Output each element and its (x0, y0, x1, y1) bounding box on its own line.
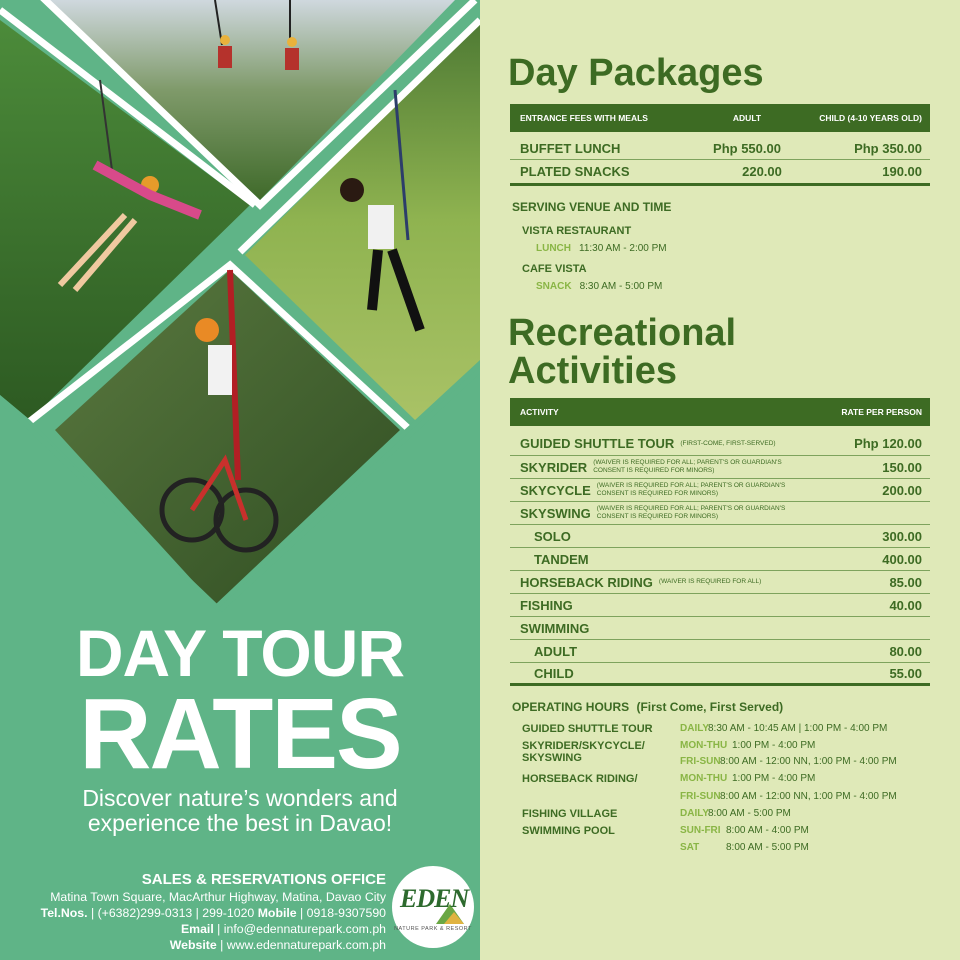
hours-value: MON-THU 1:00 PM - 4:00 PM (680, 740, 816, 751)
logo-word: EDEN (400, 884, 469, 913)
activity-name: CHILD (534, 665, 574, 681)
table-row (510, 479, 930, 502)
activity-name: TANDEM (534, 551, 589, 567)
activity-name: GUIDED SHUTTLE TOUR (FIRST-COME, FIRST-SERVED) (520, 436, 776, 451)
tagline-line-1: Discover nature’s wonders and (82, 785, 398, 811)
activity-note: (WAIVER IS REQUIRED FOR ALL; PARENT'S OR GUARDIAN'S CONSENT IS REQUIRED FOR MINORS) (593, 459, 782, 474)
hours-label: FISHING VILLAGE (522, 808, 618, 820)
activity-name: SKYSWING (WAIVER IS REQUIRED FOR ALL; PARENT'S OR GUARDIAN'S CONSENT IS REQUIRED FOR MINORS) (520, 505, 922, 521)
day-packages-title: Day Packages (508, 52, 764, 94)
hours-label: HORSEBACK RIDING/ (522, 773, 638, 785)
activity-name: SKYRIDER (WAIVER IS REQUIRED FOR ALL; PARENT'S OR GUARDIAN'S CONSENT IS REQUIRED FOR MINORS) (520, 459, 882, 475)
activity-rate: 85.00 (889, 574, 922, 590)
contact-address: Matina Town Square, MacArthur Highway, Matina, Davao City (50, 890, 386, 904)
day-packages-table (510, 104, 930, 186)
activity-name: HORSEBACK RIDING (WAIVER IS REQUIRED FOR ALL) (520, 574, 762, 590)
email-link[interactable]: info@edennaturepark.com.ph (223, 922, 386, 936)
table-row (510, 502, 930, 525)
hours-label: SKYRIDER/SKYCYCLE/ (522, 740, 645, 752)
activities-rows (510, 426, 930, 686)
day-packages-header: ENTRANCE FEES WITH MEALS ADULT CHILD (4-10 YEARS OLD) (510, 104, 930, 132)
hours-value: MON-THU 1:00 PM - 4:00 PM (680, 773, 816, 784)
venue-time: SNACK 8:30 AM - 5:00 PM (536, 281, 663, 292)
serving-venue-title: SERVING VENUE AND TIME (512, 200, 672, 214)
hours-value: DAILY8:30 AM - 10:45 AM | 1:00 PM - 4:00 PM (680, 723, 888, 734)
activity-note: (WAIVER IS REQUIRED FOR ALL) (658, 578, 762, 585)
hours-value: SAT 8:00 AM - 5:00 PM (680, 842, 809, 853)
activity-rate: 150.00 (882, 459, 922, 475)
activity-rate: 80.00 (889, 643, 922, 659)
table-row (510, 594, 930, 617)
table-row (510, 426, 930, 456)
venue-time: LUNCH 11:30 AM - 2:00 PM (536, 243, 667, 254)
hours-value: FRI-SUN8:00 AM - 12:00 NN, 1:00 PM - 4:00 PM (680, 756, 897, 767)
activity-note: (WAIVER IS REQUIRED FOR ALL; PARENT'S OR GUARDIAN'S CONSENT IS REQUIRED FOR MINORS) (596, 482, 786, 497)
activity-rate: 200.00 (882, 482, 922, 498)
contact-title: SALES & RESERVATIONS OFFICE (141, 871, 386, 888)
activity-name: FISHING (520, 597, 573, 613)
hours-value: FRI-SUN8:00 AM - 12:00 NN, 1:00 PM - 4:00 PM (680, 791, 897, 802)
recreational-title-1: Recreational (508, 312, 737, 354)
operating-hours-title: OPERATING HOURS (First Come, First Served) (512, 700, 784, 714)
venue-name: CAFE VISTA (522, 263, 587, 275)
hours-label: GUIDED SHUTTLE TOUR (522, 723, 653, 735)
table-row: BUFFET LUNCH Php 550.00 Php 350.00 (510, 132, 930, 160)
activity-name: ADULT (534, 643, 578, 659)
table-row (510, 663, 930, 686)
contact-email: Email | info@edennaturepark.com.ph (180, 922, 386, 936)
table-row (510, 571, 930, 594)
activity-rate: 400.00 (882, 551, 922, 567)
headline-rates: RATES (79, 678, 401, 790)
activity-name: SOLO (534, 528, 571, 544)
table-row (510, 525, 930, 548)
contact-phones: Tel.Nos. | (+6382)299-0313 | 299-1020 Mobile | 0918-9307590 (40, 906, 386, 920)
activity-note: (WAIVER IS REQUIRED FOR ALL; PARENT'S OR GUARDIAN'S CONSENT IS REQUIRED FOR MINORS) (596, 505, 786, 520)
activity-note: (FIRST-COME, FIRST-SERVED) (680, 439, 776, 447)
contact-website: Website | www.edennaturepark.com.ph (169, 938, 386, 952)
headline-day-tour: DAY TOUR (75, 616, 405, 690)
activity-name: SKYCYCLE (WAIVER IS REQUIRED FOR ALL; PARENT'S OR GUARDIAN'S CONSENT IS REQUIRED FOR MINORS) (520, 482, 882, 498)
activity-name: SWIMMING (520, 620, 590, 636)
table-row (510, 456, 930, 479)
activities-header: ACTIVITY RATE PER PERSON (510, 398, 930, 426)
tagline-line-2: experience the best in Davao! (87, 810, 393, 836)
table-row (510, 640, 930, 663)
hours-value: SUN-FRI 8:00 AM - 4:00 PM (680, 825, 809, 836)
venue-name: VISTA RESTAURANT (522, 225, 632, 237)
recreational-title-2: Activities (508, 350, 677, 392)
activity-rate: 300.00 (882, 528, 922, 544)
table-row: PLATED SNACKS 220.00 190.00 (510, 160, 930, 186)
headline (0, 616, 480, 836)
table-row (510, 548, 930, 571)
table-row (510, 617, 930, 640)
hours-label: SWIMMING POOL (522, 825, 615, 837)
logo-subtitle: NATURE PARK & RESORT (394, 926, 472, 932)
hours-value: DAILY8:00 AM - 5:00 PM (680, 808, 791, 819)
activity-rate: 40.00 (889, 597, 922, 613)
hours-label: SKYSWING (522, 752, 582, 764)
rates-panel (480, 0, 960, 960)
activity-rate: Php 120.00 (854, 436, 922, 451)
activity-rate: 55.00 (889, 665, 922, 681)
website-link[interactable]: www.edennaturepark.com.ph (226, 938, 386, 952)
activities-table (510, 398, 930, 686)
contact-block (41, 870, 386, 953)
eden-logo (392, 866, 474, 948)
